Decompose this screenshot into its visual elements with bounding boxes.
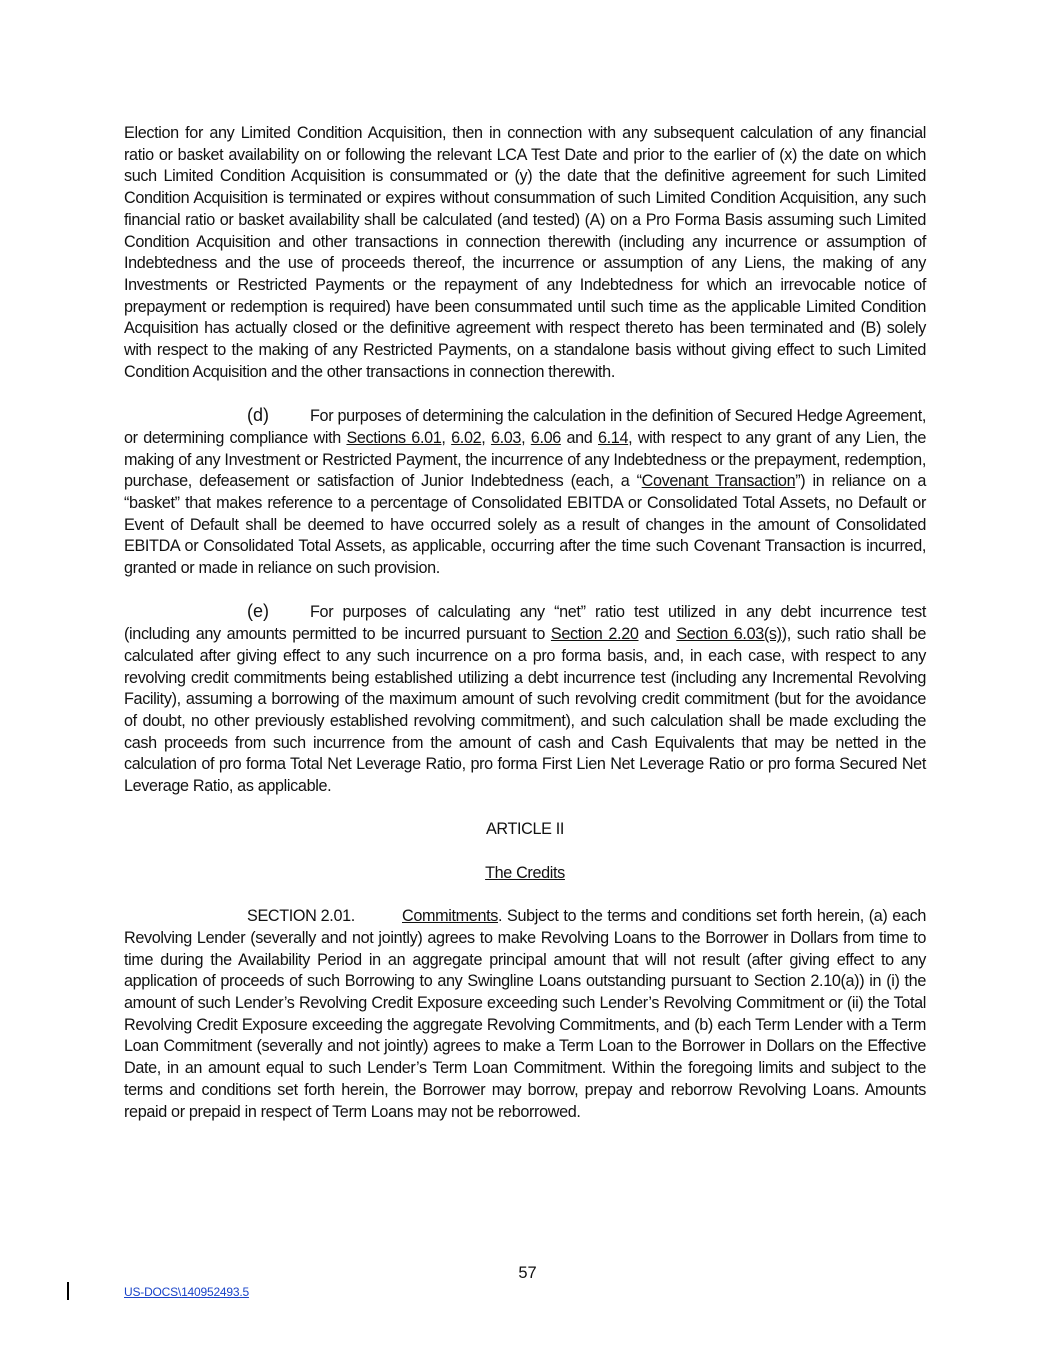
paragraph-e-text-1: For purposes of calculating any “net” ratio test utilized in any debt incurrence test (including any amounts permitted to be incurred pursuant to: [124, 603, 926, 644]
paragraph-e-text-2: ), such ratio shall be calculated after giving effect to any such incurrence on a pro forma basis, and, in each case, with respect to any revolving credit commitments being established utilizing a debt incurrence test (including any Incremental Revolving Facility), assuming a borrowing of the maximum amount of such revolving credit commitment (but for the avoidance of doubt, no other previously established revolving commitment), and such calculation shall be made excluding the cash proceeds from such incurrence from the amount of cash and Cash Equivalents that may be netted in the calculation of pro forma Total Net Leverage Ratio, pro forma First Lien Net Leverage Ratio or pro forma Secured Net Leverage Ratio, as applicable.: [124, 625, 926, 796]
separator: ,: [521, 428, 531, 447]
paragraph-d: [124, 405, 926, 580]
section-ref-6-02: 6.02: [451, 428, 482, 447]
section-ref-2-20: Section 2.20: [550, 625, 639, 644]
revision-margin-bar: [67, 1282, 69, 1300]
separator: ,: [441, 428, 452, 447]
document-body: [124, 123, 926, 1123]
section-title-suffix: .: [498, 907, 503, 926]
section-2-01: [124, 906, 926, 1123]
section-body: Subject to the terms and conditions set forth herein, (a) each Revolving Lender (severally and not jointly) agrees to make Revolving Loans to the Borrower in Dollars from time to time during the Availability Period in an aggregate principal amount that will not result (after giving effect to any application of proceeds of such Borrowing to any Swingline Loans outstanding pursuant to Section 2.10(a)) in (i) the amount of such Lender’s Revolving Credit Exposure exceeding such Lender’s Revolving Commitment or (ii) the Total Revolving Credit Exposure exceeding the aggregate Revolving Commitments, and (b) each Term Lender with a Term Loan Commitment (severally and not jointly) agrees to make a Term Loan to the Borrower in Dollars on the Effective Date, in an amount equal to such Lender’s Term Loan Commitment. Within the foregoing limits and subject to the terms and conditions set forth herein, the Borrower may borrow, prepay and reborrow Revolving Loans. Amounts repaid or prepaid in respect of Term Loans may not be reborrowed.: [124, 907, 926, 1121]
section-ref-6-14: 6.14: [598, 428, 629, 447]
section-ref-6-03-s: Section 6.03(s): [676, 625, 782, 644]
defined-term-covenant-transaction: Covenant Transaction: [641, 472, 796, 491]
paragraph-d-text-3: ”) in reliance on a “basket” that makes reference to a percentage of Consolidated EBITDA or Consolidated Total Assets, no Default or Event of Default shall be deemed to have occurred solely as a result of changes in the amount of Consolidated EBITDA or Consolidated Total Assets, as applicable, occurring after the time such Covenant Transaction is incurred, granted or made in reliance on such provision.: [124, 472, 926, 578]
clause-label-d: (d): [247, 405, 269, 426]
section-ref-6-06: 6.06: [530, 428, 561, 447]
paragraph-d-text-2: , with respect to any grant of any Lien, the making of any Investment or Restricted Payment, the incurrence of any Indebtedness or the prepayment, redemption, purchase, defeasement or satisfaction of Junior Indebtedness (each, a “: [124, 428, 927, 491]
article-title: [124, 863, 926, 885]
paragraph-d-text-1: For purposes of determining the calculation in the definition of Secured Hedge Agreement, or determining compliance with: [124, 407, 926, 447]
separator: and: [638, 625, 677, 644]
article-heading: ARTICLE II: [485, 820, 565, 839]
section-number: SECTION 2.01.: [247, 907, 355, 926]
paragraph-lca-continuation: Election for any Limited Condition Acquisition, then in connection with any subsequent calculation of any financial ratio or basket availability on or following the relevant LCA Test Date and prior to the earlier of (x) the date on which such Limited Condition Acquisition is consummated or (y) the date that the definitive agreement for such Limited Condition Acquisition is terminated or expires without consummation of such Limited Condition Acquisition, any such financial ratio or basket availability shall be calculated (and tested) (A) on a Pro Forma Basis assuming such Limited Condition Acquisition and other transactions in connection therewith (including any incurrence or assumption of Indebtedness and the use of proceeds thereof, the incurrence or assumption of any Liens, the making of any Investments or Restricted Payments or the repayment of any Indebtedness for which an irrevocable notice of prepayment or redemption is required) have been consummated until such time as the applicable Limited Condition Acquisition has actually closed or the definitive agreement with respect thereto has been terminated and (B) solely with respect to the making of any Restricted Payments, on a standalone basis without giving effect to such Limited Condition Acquisition and the other transactions in connection therewith.: [124, 124, 926, 381]
separator: and: [560, 428, 598, 447]
section-ref-6-03: 6.03: [490, 428, 522, 447]
paragraph-e: [124, 601, 926, 797]
section-ref-6-01: Sections 6.01: [346, 428, 442, 447]
section-title: Commitments: [402, 907, 498, 926]
article-title-text: The Credits: [485, 863, 565, 882]
document-id-link[interactable]: US-DOCS\140952493.5: [124, 1285, 249, 1299]
clause-label-e: (e): [247, 601, 269, 622]
page-number: 57: [518, 1264, 537, 1282]
separator: ,: [481, 428, 491, 447]
